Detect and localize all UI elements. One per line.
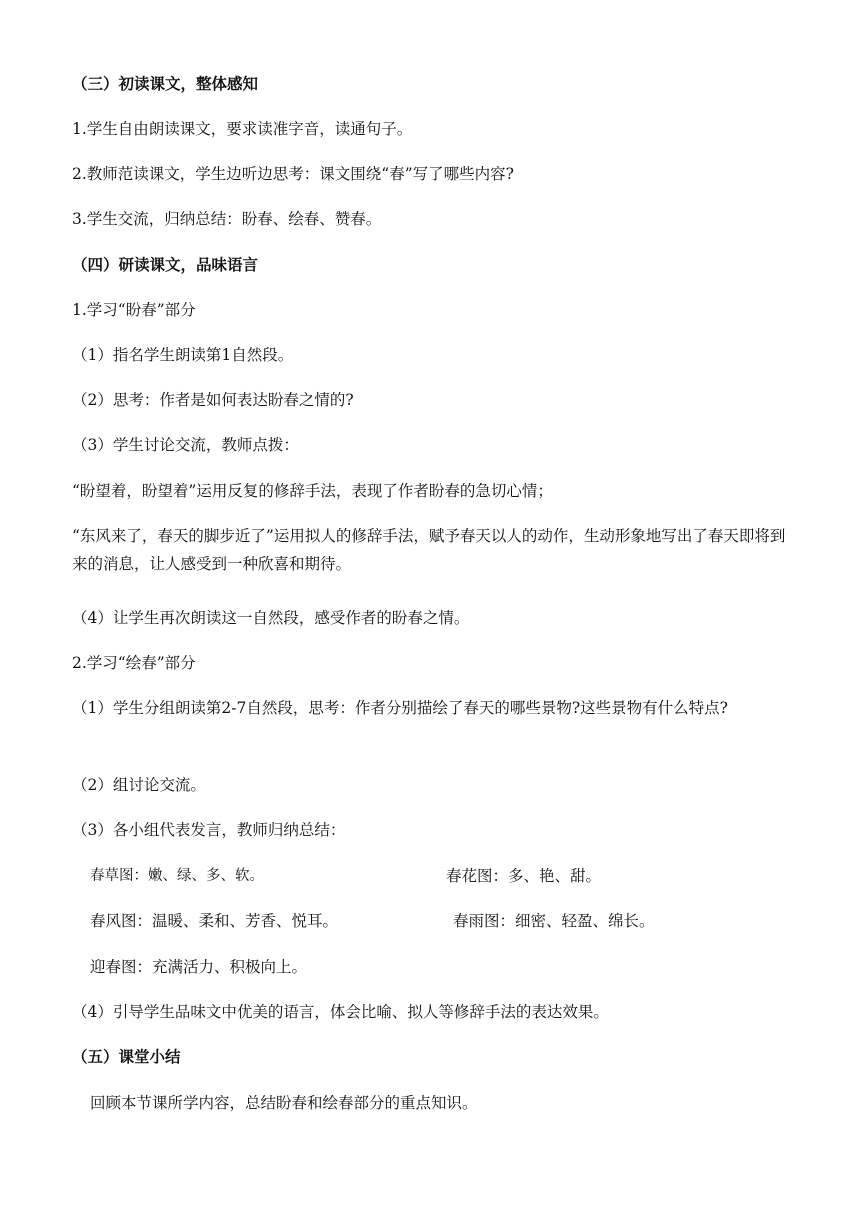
paragraph: “东风来了，春天的脚步近了”运用拟人的修辞手法，赋予春天以人的动作，生动形象地写出了春天即将到来的消息，让人感受到一种欣喜和期待。 [72,527,786,573]
paragraph: 回顾本节课所学内容，总结盼春和绘春部分的重点知识。 [90,1094,478,1112]
list-item: （2）组讨论交流。 [72,776,206,794]
list-item: （1）学生分组朗读第2-7自然段，思考：作者分别描绘了春天的哪些景物?这些景物有什么特点? [72,699,728,717]
list-item: 2.教师范读课文，学生边听边思考：课文围绕“春”写了哪些内容? [72,165,514,183]
subsection-title: 2.学习“绘春”部分 [72,654,196,672]
scene-summary: 迎春图：充满活力、积极向上。 [90,958,308,976]
section-heading-4: （四）研读课文，品味语言 [72,255,259,274]
list-item: （2）思考：作者是如何表达盼春之情的? [72,391,354,409]
scene-summary: 春风图：温暖、柔和、芳香、悦耳。 [90,912,339,930]
section-heading-5: （五）课堂小结 [72,1047,181,1066]
list-item: 1.学生自由朗读课文，要求读准字音，读通句子。 [72,120,413,138]
scene-summary: 春草图：嫩、绿、多、软。 [90,868,264,884]
list-item: （3）各小组代表发言，教师归纳总结： [72,821,346,839]
scene-summary: 春花图：多、艳、甜。 [446,867,602,885]
list-item: （3）学生讨论交流，教师点拨： [72,436,299,454]
list-item: （4）让学生再次朗读这一自然段，感受作者的盼春之情。 [72,609,470,627]
list-item: 3.学生交流，归纳总结：盼春、绘春、赞春。 [72,210,382,228]
subsection-title: 1.学习“盼春”部分 [72,301,196,319]
section-heading-3: （三）初读课文，整体感知 [72,74,259,93]
list-item: （4）引导学生品味文中优美的语言，体会比喻、拟人等修辞手法的表达效果。 [72,1003,609,1021]
scene-summary: 春雨图：细密、轻盈、绵长。 [453,912,655,930]
paragraph: “盼望着，盼望着”运用反复的修辞手法，表现了作者盼春的急切心情； [72,482,553,500]
list-item: （1）指名学生朗读第1自然段。 [72,346,294,364]
